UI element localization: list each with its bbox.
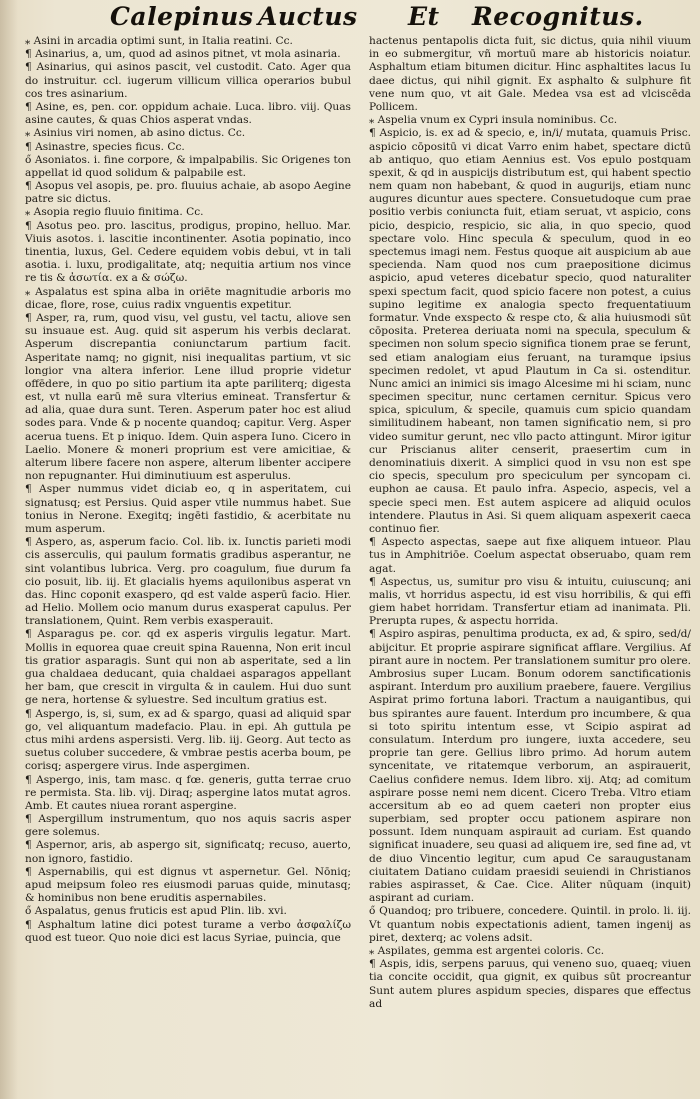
entry: ¶ Asotus peo. pro. lascitus, prodigus, propino, helluo. Mar. Viuis asotos. i. lascitie incontinenter. Asotia popinatio, inco tinentia, luxus, Gel. Cedere equidem vobis debui, vt in tali asotia. i. luxu, prodigalitate, atq; nequitia artium nos vince re tis & ἀσωτία. ex a & σώζω. xyxy=(25,219,351,285)
entry: ¶ Aspectus, us, sumitur pro visu & intuitu, cuiuscunq; ani malis, vt horridus aspectu, id est visu horribilis, & qui effi giem habet horridam. Transfertur etiam ad inanimata. Pli. Prerupta rupes, & aspectu horrida. xyxy=(369,575,691,628)
header-word-auctus: Auctus xyxy=(258,2,358,31)
entry: ¶ Aspergillum instrumentum, quo nos aquis sacris asper gere solemus. xyxy=(25,813,351,839)
entry: ⁎ Asini in arcadia optimi sunt, in Italia reatini. Cc. xyxy=(25,35,293,47)
entry: ¶ Aspero, as, asperum facio. Col. lib. ix. Iunctis parieti modi cis asserculis, qui paulum formatis gradibus asperantur, ne sint volantibus lubrica. Verg. pro coagulum, fiue durum fa cio posuit, lib. iij. Et glacialis hyems aquilonibus asperat vn das. Hinc coponit exaspero, qd est valde asperū facio. Hier. ad Helio. Mollem ocio manum durus exasperat capulus. Per translationem, Quint. Rem verbis exasperauit. xyxy=(25,536,351,628)
entry: ⁎ Aspalatus est spina alba in oriēte magnitudie arboris mo dicae, flore, rose, cuius radix vnguentis expetitur. xyxy=(25,285,351,311)
entry: hactenus pentapolis dicta fuit, sic dictus, quia nihil viuum in eo submergitur, vñ mortuū mare ab historicis noiatur. Asphaltum etiam bitumen dicitur. Hinc asphaltites lacus Iu daee dictus, qui nihil gignit. Ex asphalto & sulphure fit vene num quo, vt ait Gale. Medea vsa est ad vlciscēda Pollicem. xyxy=(369,35,691,113)
entry: ¶ Asphaltum latine dici potest turame a verbo ἀσφαλίζω quod est tueor. Quo noie dici est lacus Syriae, puincia, que xyxy=(25,918,351,944)
entry: ⁎ Asinius viri nomen, ab asino dictus. Cc. xyxy=(25,127,246,140)
entry: ¶ Aspernabilis, qui est dignus vt aspernetur. Gel. Nōniq; apud meipsum foleo res eiusmodi paruas quide, minutasq; & hominibus non bene eruditis aspernabiles. xyxy=(25,865,351,905)
entry: ¶ Asinarius, qui asinos pascit, vel custodit. Cato. Ager qua do instruitur. ccl. iugerum villicum villica operarios bubul cos tres asinarium. xyxy=(25,61,351,100)
entry: ¶ Aspecto aspectas, saepe aut fixe aliquem intueor. Plau tus in Amphitriōe. Coelum aspectat obseruabo, quam rem agat. xyxy=(369,536,691,575)
entry: ¶ Aspicio, is. ex ad & specio, e, in/i/ mutata, quamuis Prisc. aspicio cōpositū vi dicat Varro enim habet, spectare dictū ab antiquo, quo etiam Aennius est. Vos epulo postquam spexit, & qd in auspicijs distributum est, qui habent spectio nem quam non habebant, & quod in augurijs, etiam nunc augures dicuntur aues spectere. Consuetudoque cum prae positio verbis coniuncta fuit, etiam seruat, vt aspicio, cons picio, despicio, respicio, sic alia, in quo specio, quod spectare volo. Hinc specula & speculum, quod in eo spectemus imagi nem. Festus quoque ait auspicium ab aue specienda. Nam quod nos cum praepositione dicimus aspicio, apud veteres dicebatur specio, quod naturaliter spexi spectum facit, quod spicio facere non potest, a cuius supino legitime ex analogia specto frequentatiuum formatur. Vnde exspecto & respe cto, & alia huiusmodi sūt cōposita. Preterea deriuata nomi na specula, speculum & specimen non solum specio significa tionem prae se ferunt, sed etiam analogiam eius feruant, na turamque ipsius specimen redolet, vt apud Plautum in Ca si. ostenditur. Nunc amici an inimici sis imago Alcesime mi hi sciam, nunc specimen specitur, nunc certamen cernitur. Spicus vero spica, spiculum, & specile, quamuis cum spicio quandam similitudinem habeant, non tamen significatio nem, si pro video sumitur gerunt, nec vllo pacto attingunt. Miror igitur cur Priscianus aliter censerit, praesertim cum in denominatiuis dixerit. A simplici quod in vsu non est spe cio specis, speculum pro speciculum per syncopam ci. euphon ae causa. Et paulo infra. Aspecio, aspecis, vel a specie speci men. Est autem aspicere ad aliquid oculos intendere. Plautus in Asi. Si quem aliquam aspexerit caeca continuo fier. xyxy=(369,127,691,535)
left-column xyxy=(25,35,351,1093)
entry: ¶ Asper, ra, rum, quod visu, vel gustu, vel tactu, aliove sen su insuaue est. Aug. quid sit asperum his verbis declarat. Asperum discrepantia coniunctarum partium facit. Asperitate namq; no gignit, nisi inequalitas partium, vt sic longior vna altera inferior. Lene illud proprie videtur offēdere, in quo po sitio partium ita apte pariliterq; digesta est, vt nulla earū mē sura vlterius emineat. Transfertur & ad alia, quae dura sunt. Teren. Asperum pater hoc est aliud sodes para. Vnde & p nocente quandoq; capitur. Verg. Asper acerua tuens. Et p iniquo. Idem. Quin aspera Iuno. Cicero in Laelio. Monere & moneri proprium est vere amicitiae, & alterum libere facere non aspere, alterum libenter accipere non repugnanter. Hui diminutiuum est asperulus. xyxy=(25,311,351,483)
header-word-et: Et xyxy=(408,2,440,31)
right-column xyxy=(369,35,691,1093)
entry: ¶ Aspergo, is, si, sum, ex ad & spargo, quasi ad aliquid spar go, vel aliquantum madefacio. Plau. in epi. Ah guttula pe ctus mihi ardens aspersisti. Verg. lib. iij. Georg. Aut tecto as suetus coluber succedere, & vmbrae pestis acerba boum, pe corisq; aspergere virus. Inde aspergimen. xyxy=(25,707,351,773)
running-header xyxy=(0,0,700,36)
entry: ⁎ Asopia regio fluuio finitima. Cc. xyxy=(25,206,204,219)
page-gutter-shadow xyxy=(0,0,18,1099)
entry: ⁎ Aspilates, gemma est argentei coloris. Cc. xyxy=(369,944,605,957)
entry: ¶ Asparagus pe. cor. qd ex asperis virgulis legatur. Mart. Mollis in equorea quae creuit spina Rauenna, Non erit incul tis gratior asparagis. Sunt qui non ab asperitate, sed a lin gua chaldaea deducant, quia chaldaei asparagos appellant her bam, que crescit in virgulta & in caulem. Hui duo sunt ge nera, hortense & syluestre. Sed incultum gratius est. xyxy=(25,628,351,707)
entry: ¶ Asper nummus videt diciab eo, q in asperitatem, cui signatusq; est Persius. Quid asper vtile nummus habet. Sue tonius in Nerone. Exegitq; ingēti fastidio, & acerbitate nu mum asperum. xyxy=(25,483,351,535)
entry: ő Aspalatus, genus fruticis est apud Plin. lib. xvi. xyxy=(25,905,287,918)
entry: ⁎ Aspelia vnum ex Cypri insula nominibus. Cc. xyxy=(369,114,618,127)
entry: ¶ Asine, es, pen. cor. oppidum achaie. Luca. libro. viij. Quas asine cautes, & quas Chios asperat vndas. xyxy=(25,100,351,127)
entry: ő Asoniatos. i. fine corpore, & impalpabilis. Sic Origenes ton appellat id quod solidum & palpabile est. xyxy=(25,153,351,179)
entry: ¶ Asopus vel asopis, pe. pro. fluuius achaie, ab asopo Aegine patre sic dictus. xyxy=(25,180,351,206)
entry: ¶ Asinarius, a, um, quod ad asinos pitnet, vt mola asinaria. xyxy=(25,48,341,61)
header-word-calepinus: Calepinus xyxy=(110,2,254,31)
entry: ¶ Aspiro aspiras, penultima producta, ex ad, & spiro, sed/d/ abijcitur. Et proprie aspirare significat afflare. Vergilius. Af pirant aure in noctem. Per translationem sumitur pro olere. Ambrosius super Lucam. Bonum odorem sanctificationis aspirant. Interdum pro auxilium praebere, fauere. Vergilius Aspirat primo fortuna labori. Tractum a nauigantibus, qui bus spirantes aure fauent. Interdum pro incumbere, & qua si toto spiritu intentum esse, vt Scipio aspirat ad consulatum. Interdum pro iungere, iuxta accedere, seu proprie tan gere. Gellius libro primo. Ad horum autem syncenitate, ve ritatemque verborum, an aspirauerit, Caelius confidere nemus. Idem libro. xij. Atq; ad comitum aspirare posse nemi nem dicent. Cicero Treba. Vltro etiam accersitum ab eo ad quem caeteri non propter eius superbiam, sed propter occu pationem aspirare non possunt. Idem nunquam aspirauit ad curiam. Est quando significat inuadere, seu quasi ad aliquem ire, sed fine ad, vt de diuo Vincentio legitur, cum apud Ce saraugustanam ciuitatem Datiano cuidam praesidi seuiendi in Christianos rabies aspirasset, & Cae. Cice. Aliter nūquam (inquit) aspirant ad curiam. xyxy=(369,628,691,905)
header-word-recognitus: Recognitus. xyxy=(472,2,644,31)
entry: ¶ Aspernor, aris, ab aspergo sit, significatq; recuso, auerto, non ignoro, fastidio. xyxy=(25,839,351,865)
entry: ¶ Asinastre, species ficus. Cc. xyxy=(25,140,185,153)
entry: ő Quandoq; pro tribuere, concedere. Quintil. in prolo. li. iij. Vt quantum nobis expectationis adient, tamen ingenij as piret, dexterq; ac volens adsit. xyxy=(369,905,691,944)
entry: ¶ Aspergo, inis, tam masc. q fœ. generis, gutta terrae cruo re permista. Sta. lib. vij. Diraq; aspergine latos mutat agros. Amb. Et cautes niuea rorant aspergine. xyxy=(25,773,351,812)
entry: ¶ Aspis, idis, serpens paruus, qui veneno suo, quaeq; viuen tia concite occidit, qua gignit, ex quibus sūt procreantur Sunt autem plures aspidum species, dispares que effectus ad xyxy=(369,958,691,1010)
